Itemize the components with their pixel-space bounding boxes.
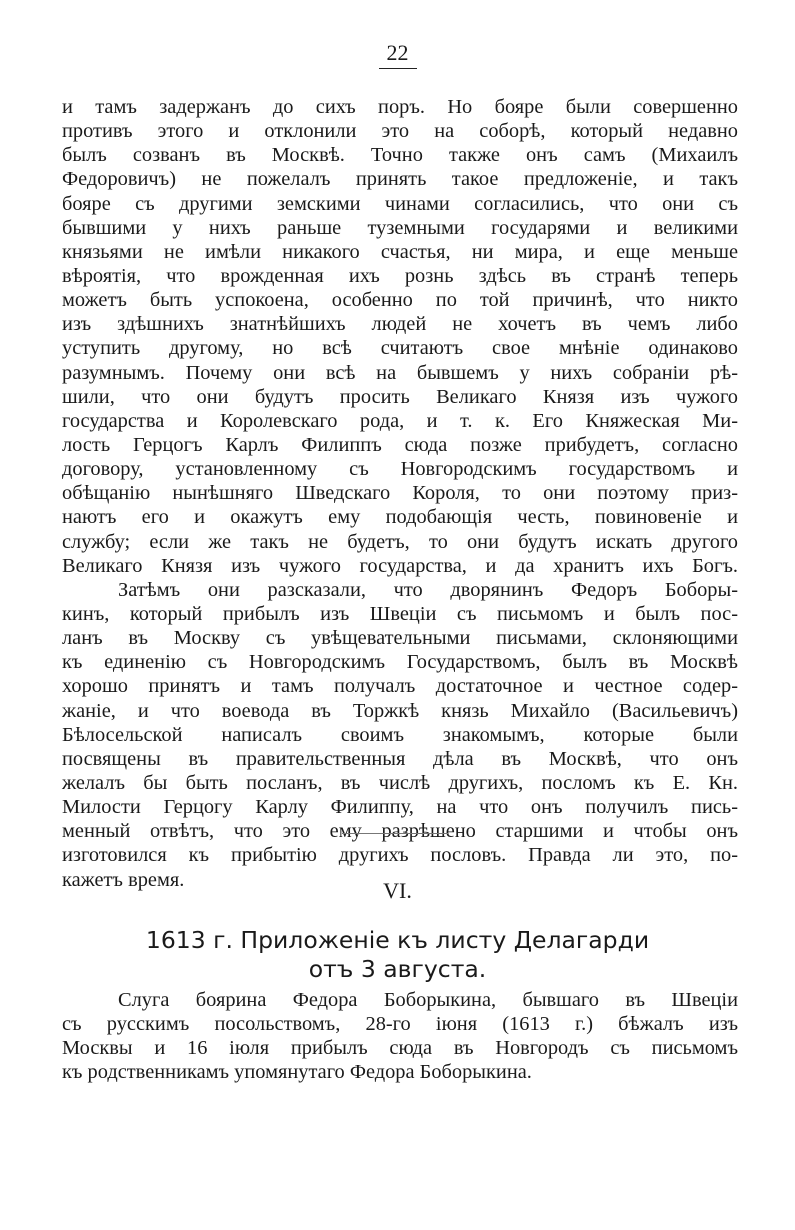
text-line: государства и Королевскаго рода, и т. к. Его Княжеская Ми- bbox=[62, 409, 738, 432]
text-line: Великаго Князя изъ чужого государства, и да хранитъ ихъ Богъ. bbox=[62, 554, 738, 577]
paragraph-3 bbox=[62, 988, 738, 1085]
text-line: бояре съ другими земскими чинами согласились, что они съ bbox=[62, 192, 738, 215]
text-line: и тамъ задержанъ до сихъ поръ. Но бояре были совершенно bbox=[62, 96, 738, 118]
text-line: лость Герцогъ Карлъ Филиппъ сюда позже прибудетъ, согласно bbox=[62, 433, 738, 456]
section-title-line: отъ 3 августа. bbox=[308, 955, 487, 983]
text-line: Федоровичъ) не пожелалъ принять такое предложенiе, и такъ bbox=[62, 168, 738, 191]
text-line: былъ созванъ въ Москвѣ. Точно также онъ самъ (Михаилъ bbox=[62, 144, 738, 167]
text-line: противъ этого и отклонили это на соборѣ, который недавно bbox=[62, 120, 738, 143]
text-line: бывшими у нихъ раньше туземными государями и великими bbox=[62, 216, 738, 239]
text-line: съ русскимъ посольствомъ, 28-го iюня (1613 г.) бѣжалъ изъ bbox=[62, 1013, 738, 1036]
section-title-line: 1613 г. Приложенiе къ листу Делагарди bbox=[145, 926, 650, 954]
text-line: изготовился къ прибытiю другихъ пословъ. Правда ли это, по- bbox=[62, 844, 738, 867]
text-line: къ родственникамъ упомянутаго Федора Боборыкина. bbox=[62, 1061, 532, 1084]
text-line: Слуга боярина Федора Боборыкина, бывшаго въ Швецiи bbox=[118, 989, 738, 1011]
text-block-main bbox=[62, 95, 738, 892]
section-title bbox=[0, 926, 795, 984]
text-line: кажетъ время. bbox=[62, 868, 185, 891]
text-line: Москвы и 16 iюля прибылъ сюда въ Новгородъ съ письмомъ bbox=[62, 1037, 738, 1060]
page-number: 22 bbox=[0, 40, 795, 69]
paragraph-1 bbox=[62, 95, 738, 578]
text-line: Затѣмъ они разсказали, что дворянинъ Федоръ Боборы- bbox=[118, 578, 738, 601]
text-line: жанiе, и что воевода въ Торжкѣ князь Михайло (Васильевичъ) bbox=[62, 699, 738, 722]
text-line: наютъ его и окажутъ ему подобающія честь, повиновенiе и bbox=[62, 506, 738, 529]
text-line: изъ здѣшнихъ знатнѣйшихъ людей не хочетъ въ чемъ либо bbox=[62, 313, 738, 336]
text-line: вѣроятія, что врожденная ихъ рознь здѣсь въ странѣ теперь bbox=[62, 264, 738, 287]
text-line: хорошо принятъ и тамъ получалъ достаточное и честное содер- bbox=[62, 675, 738, 698]
text-line: можетъ быть успокоена, особенно по той причинѣ, что никто bbox=[62, 289, 738, 312]
text-line: уступить другому, но всѣ считаютъ свое мнѣнiе одинаково bbox=[62, 337, 738, 360]
text-line: менный отвѣтъ, что это ему разрѣшено старшими и чтобы онъ bbox=[62, 820, 738, 843]
text-line: князьями не имѣли никакого счастья, ни мира, и еще меньше bbox=[62, 240, 738, 263]
paragraph-2 bbox=[62, 578, 738, 892]
text-line: обѣщанiю нынѣшняго Шведскаго Короля, то они поэтому приз- bbox=[62, 482, 738, 505]
text-line: ланъ въ Москву съ увѣщевательными письмами, склоняющими bbox=[62, 627, 738, 650]
section-divider bbox=[342, 833, 448, 834]
section-number: VI. bbox=[383, 878, 412, 903]
text-line: кинъ, который прибылъ изъ Швецiи съ письмомъ и былъ пос- bbox=[62, 602, 738, 625]
text-line: Бѣлосельской написалъ своимъ знакомымъ, которые были bbox=[62, 723, 738, 746]
text-line: посвящены въ правительственныя дѣла въ Москвѣ, что онъ bbox=[62, 747, 738, 770]
text-line: Милости Герцогу Карлу Филиппу, на что онъ получилъ пись- bbox=[62, 796, 738, 819]
text-line: шили, что они будутъ просить Великаго Князя изъ чужого bbox=[62, 385, 738, 408]
text-line: желалъ бы быть посланъ, въ числѣ другихъ, посломъ къ Е. Кн. bbox=[62, 771, 738, 794]
text-line: службу; если же такъ не будетъ, то они будутъ искать другого bbox=[62, 530, 738, 553]
text-line: къ единенiю съ Новгородскимъ Государствомъ, былъ въ Москвѣ bbox=[62, 651, 738, 674]
text-line: договору, установленному съ Новгородскимъ государствомъ и bbox=[62, 458, 738, 481]
text-line: разумнымъ. Почему они всѣ на бывшемъ у нихъ собранiи рѣ- bbox=[62, 361, 738, 384]
